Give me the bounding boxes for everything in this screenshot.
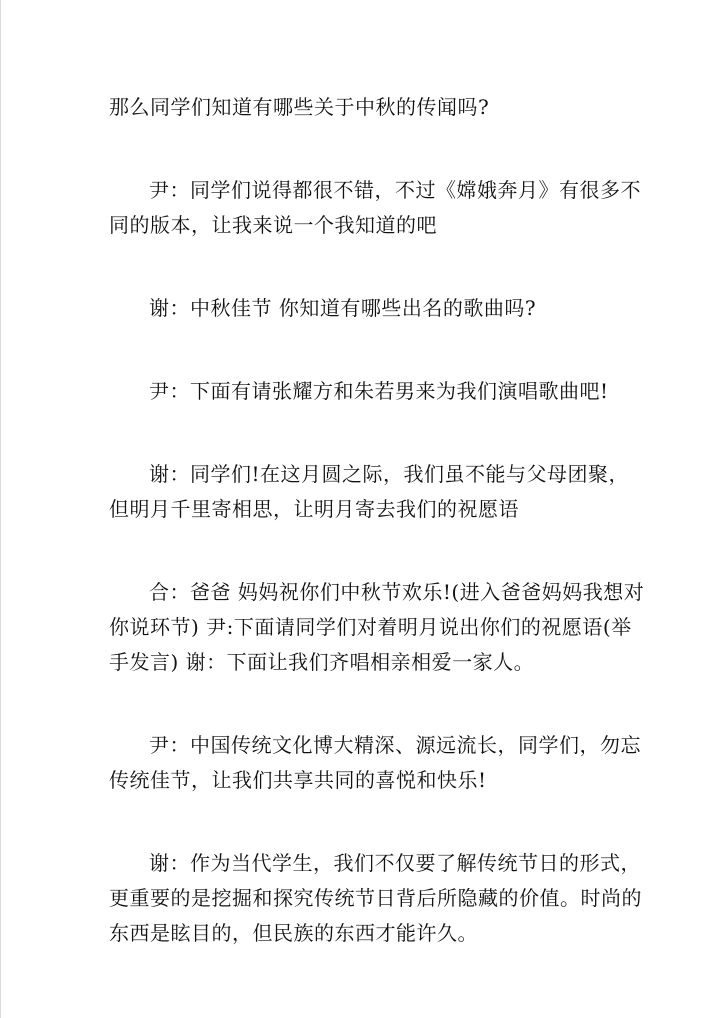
text-line: 谢：中秋佳节 你知道有哪些出名的歌曲吗?	[149, 296, 537, 320]
text-line: 但明月千里寄相思，让明月寄去我们的祝愿语	[109, 497, 519, 521]
paragraph	[109, 846, 642, 951]
document-page	[109, 90, 645, 951]
paragraph	[109, 457, 639, 527]
text-line: 传统佳节，让我们共享共同的喜悦和快乐!	[109, 768, 487, 792]
text-line: 那么同学们知道有哪些关于中秋的传闻吗?	[109, 95, 490, 119]
paragraph	[109, 173, 639, 243]
paragraph	[109, 374, 639, 409]
text-line: 更重要的是挖掘和探究传统节日背后所隐藏的价值。时尚的	[109, 886, 642, 910]
text-line: 合：爸爸 妈妈祝你们中秋节欢乐!(进入爸爸妈妈我想对	[149, 580, 645, 604]
paragraph	[109, 90, 639, 125]
text-line: 尹：下面有请张耀方和朱若男来为我们演唱歌曲吧!	[149, 379, 609, 403]
paragraph	[109, 291, 639, 326]
paragraph	[109, 575, 645, 680]
text-line: 尹：同学们说得都很不错，不过《嫦娥奔月》有很多不	[149, 178, 641, 202]
text-line: 你说环节) 尹:下面请同学们对着明月说出你们的祝愿语(举	[109, 615, 632, 639]
text-line: 东西是眩目的，但民族的东西才能许久。	[109, 921, 478, 945]
text-line: 同的版本，让我来说一个我知道的吧	[109, 213, 437, 237]
paragraph	[109, 728, 639, 798]
text-line: 尹：中国传统文化博大精深、源远流长，同学们，勿忘	[149, 733, 641, 757]
text-line: 谢：作为当代学生，我们不仅要了解传统节日的形式，	[149, 851, 641, 875]
text-line: 手发言) 谢：下面让我们齐唱相亲相爱一家人。	[109, 650, 535, 674]
text-line: 谢：同学们!在这月圆之际，我们虽不能与父母团聚，	[149, 462, 630, 486]
